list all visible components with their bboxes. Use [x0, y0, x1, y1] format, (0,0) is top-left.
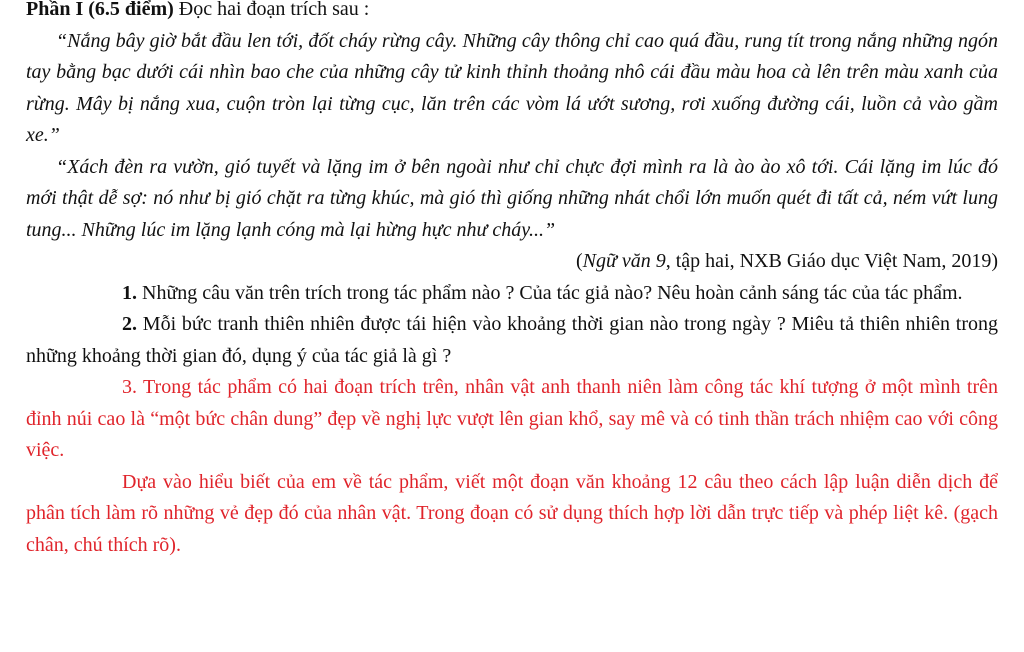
question-2-text: Mỗi bức tranh thiên nhiên được tái hiện vào khoảng thời gian nào trong ngày ? Miêu tả thiên nhiên trong những khoảng thời gian đó, dụng ý của tác giả là gì ?	[26, 313, 998, 367]
question-1-number: 1.	[122, 281, 137, 304]
section-heading-bold: Phần I (6.5 điểm)	[26, 0, 174, 20]
passage-2: “Xách đèn ra vườn, gió tuyết và lặng im ở bên ngoài như chỉ chực đợi mình ra là ào ào xô tới. Cái lặng im lúc đó mới thật dễ sợ: nó như bị gió chặt ra từng khúc, mà gió thì giống những nhát chổi lớn muốn quét đi tất cả, ném vứt lung tung... Những lúc im lặng lạnh cóng mà lại hừng hực như cháy...”	[26, 155, 998, 241]
question-3-part-1: 3. Trong tác phẩm có hai đoạn trích trên, nhân vật anh thanh niên làm công tác khí tượng ở một mình trên đỉnh núi cao là “một bức chân dung” đẹp về nghị lực vượt lên gian khổ, say mê và có tinh thần trách nhiệm cao với công việc.	[26, 376, 998, 461]
source-rest: , tập hai, NXB Giáo dục Việt Nam, 2019)	[665, 250, 998, 272]
section-heading	[26, 0, 998, 26]
question-1-text: Những câu văn trên trích trong tác phẩm nào ? Của tác giả nào? Nêu hoàn cảnh sáng tác của tác phẩm.	[137, 281, 963, 304]
question-2	[26, 309, 998, 372]
question-2-number: 2.	[122, 313, 137, 335]
section-heading-rest: Đọc hai đoạn trích sau :	[173, 0, 370, 20]
source-citation	[26, 246, 998, 278]
question-3-part-2: Dựa vào hiểu biết của em về tác phẩm, viết một đoạn văn khoảng 12 câu theo cách lập luận diễn dịch để phân tích làm rõ những vẻ đẹp đó của nhân vật. Trong đoạn có sử dụng thích hợp lời dẫn trực tiếp và phép liệt kê. (gạch chân, chú thích rõ).	[26, 470, 998, 556]
source-book: Ngữ văn 9	[582, 250, 666, 272]
source-open: (	[575, 250, 583, 272]
question-1	[26, 278, 998, 310]
passage-1: “Nắng bây giờ bắt đầu len tới, đốt cháy rừng cây. Những cây thông chỉ cao quá đầu, rung tít trong nắng những ngón tay bằng bạc dưới cái nhìn bao che của những cây tử kinh thỉnh thoảng nhô cái đầu màu hoa cà lên trên màu xanh của rừng. Mây bị nắng xua, cuộn tròn lại từng cục, lăn trên các vòm lá ướt sương, rơi xuống đường cái, luồn cả vào gầm xe.”	[26, 29, 998, 146]
